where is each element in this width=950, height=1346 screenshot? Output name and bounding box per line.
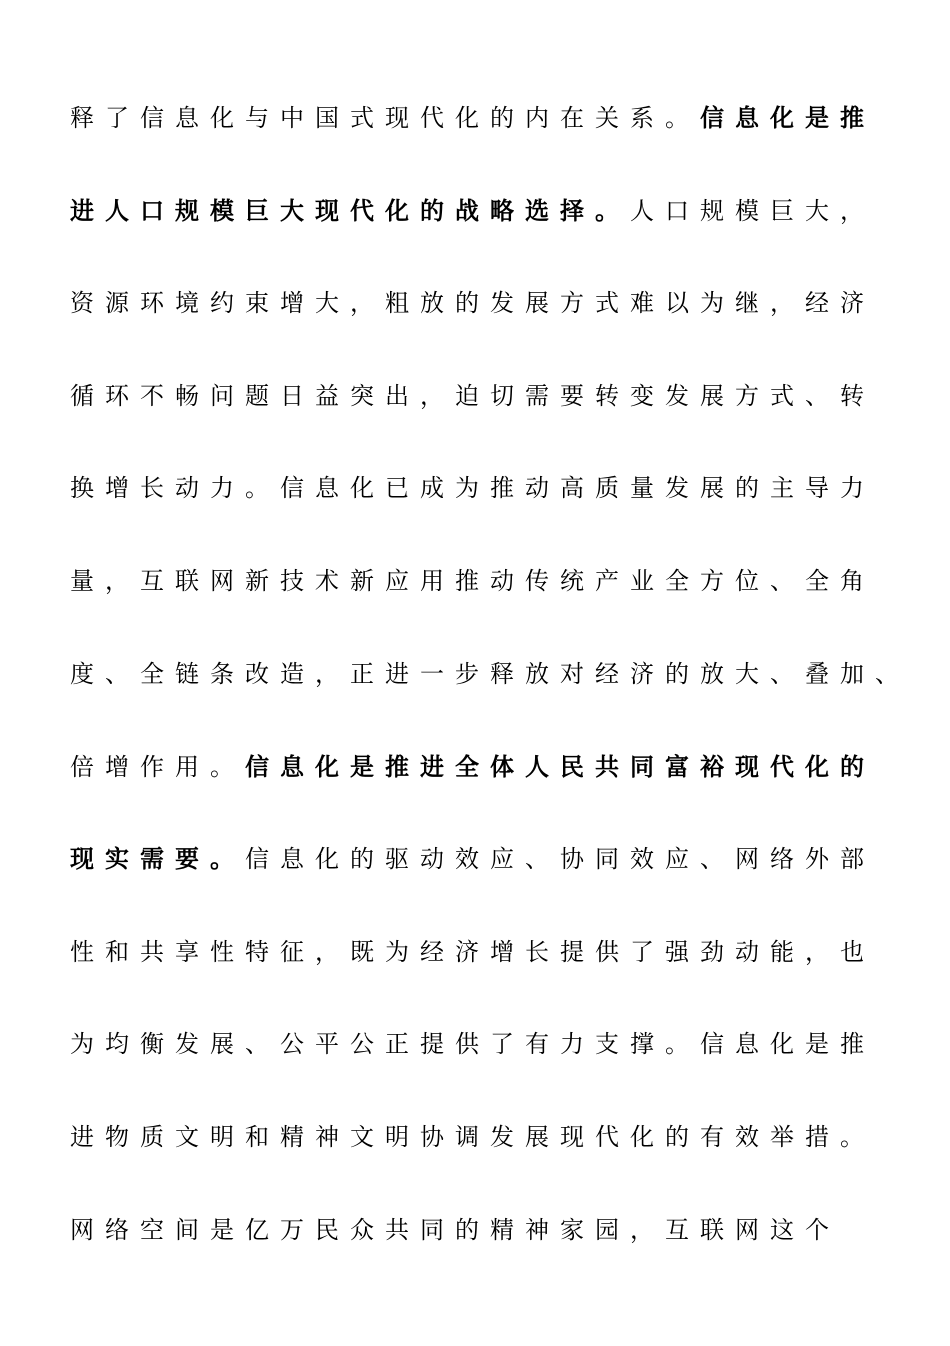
paragraph-line-7	[70, 654, 910, 694]
line-3-text: 资源环境约束增大，粗放的发展方式难以为继，经济	[70, 289, 875, 317]
line-6-text: 量，互联网新技术新应用推动传统产业全方位、全角	[70, 567, 875, 595]
line-12-text: 进物质文明和精神文明协调发展现代化的有效举措。	[70, 1123, 875, 1151]
line-8-text-b-bold: 信息化是推进全体人民共同富裕现代化的	[245, 753, 875, 781]
line-2-text-b: 人口规模巨大，	[630, 197, 875, 225]
line-1-text-a: 释了信息化与中国式现代化的内在关系。	[70, 104, 700, 132]
paragraph-line-9	[70, 839, 875, 879]
paragraph-line-4	[70, 376, 875, 416]
paragraph-line-12	[70, 1117, 875, 1157]
line-1-text-b-bold: 信息化是推	[700, 104, 875, 132]
line-9-text-a-bold: 现实需要。	[70, 845, 245, 873]
paragraph-line-5	[70, 468, 875, 508]
line-7-text: 度、全链条改造，正进一步释放对经济的放大、叠加、	[70, 660, 910, 688]
paragraph-line-1	[70, 98, 875, 138]
line-11-text: 为均衡发展、公平公正提供了有力支撑。信息化是推	[70, 1030, 875, 1058]
paragraph-line-3	[70, 283, 875, 323]
paragraph-line-13	[70, 1210, 840, 1250]
paragraph-line-8	[70, 747, 875, 787]
line-4-text: 循环不畅问题日益突出，迫切需要转变发展方式、转	[70, 382, 875, 410]
line-13-text: 网络空间是亿万民众共同的精神家园，互联网这个	[70, 1216, 840, 1244]
paragraph-line-2	[70, 191, 875, 231]
line-10-text: 性和共享性特征，既为经济增长提供了强劲动能，也	[70, 938, 875, 966]
paragraph-line-11	[70, 1024, 875, 1064]
paragraph-line-6	[70, 561, 875, 601]
line-8-text-a: 倍增作用。	[70, 753, 245, 781]
line-2-text-a-bold: 进人口规模巨大现代化的战略选择。	[70, 197, 630, 225]
paragraph-line-10	[70, 932, 875, 972]
line-9-text-b: 信息化的驱动效应、协同效应、网络外部	[245, 845, 875, 873]
line-5-text: 换增长动力。信息化已成为推动高质量发展的主导力	[70, 474, 875, 502]
